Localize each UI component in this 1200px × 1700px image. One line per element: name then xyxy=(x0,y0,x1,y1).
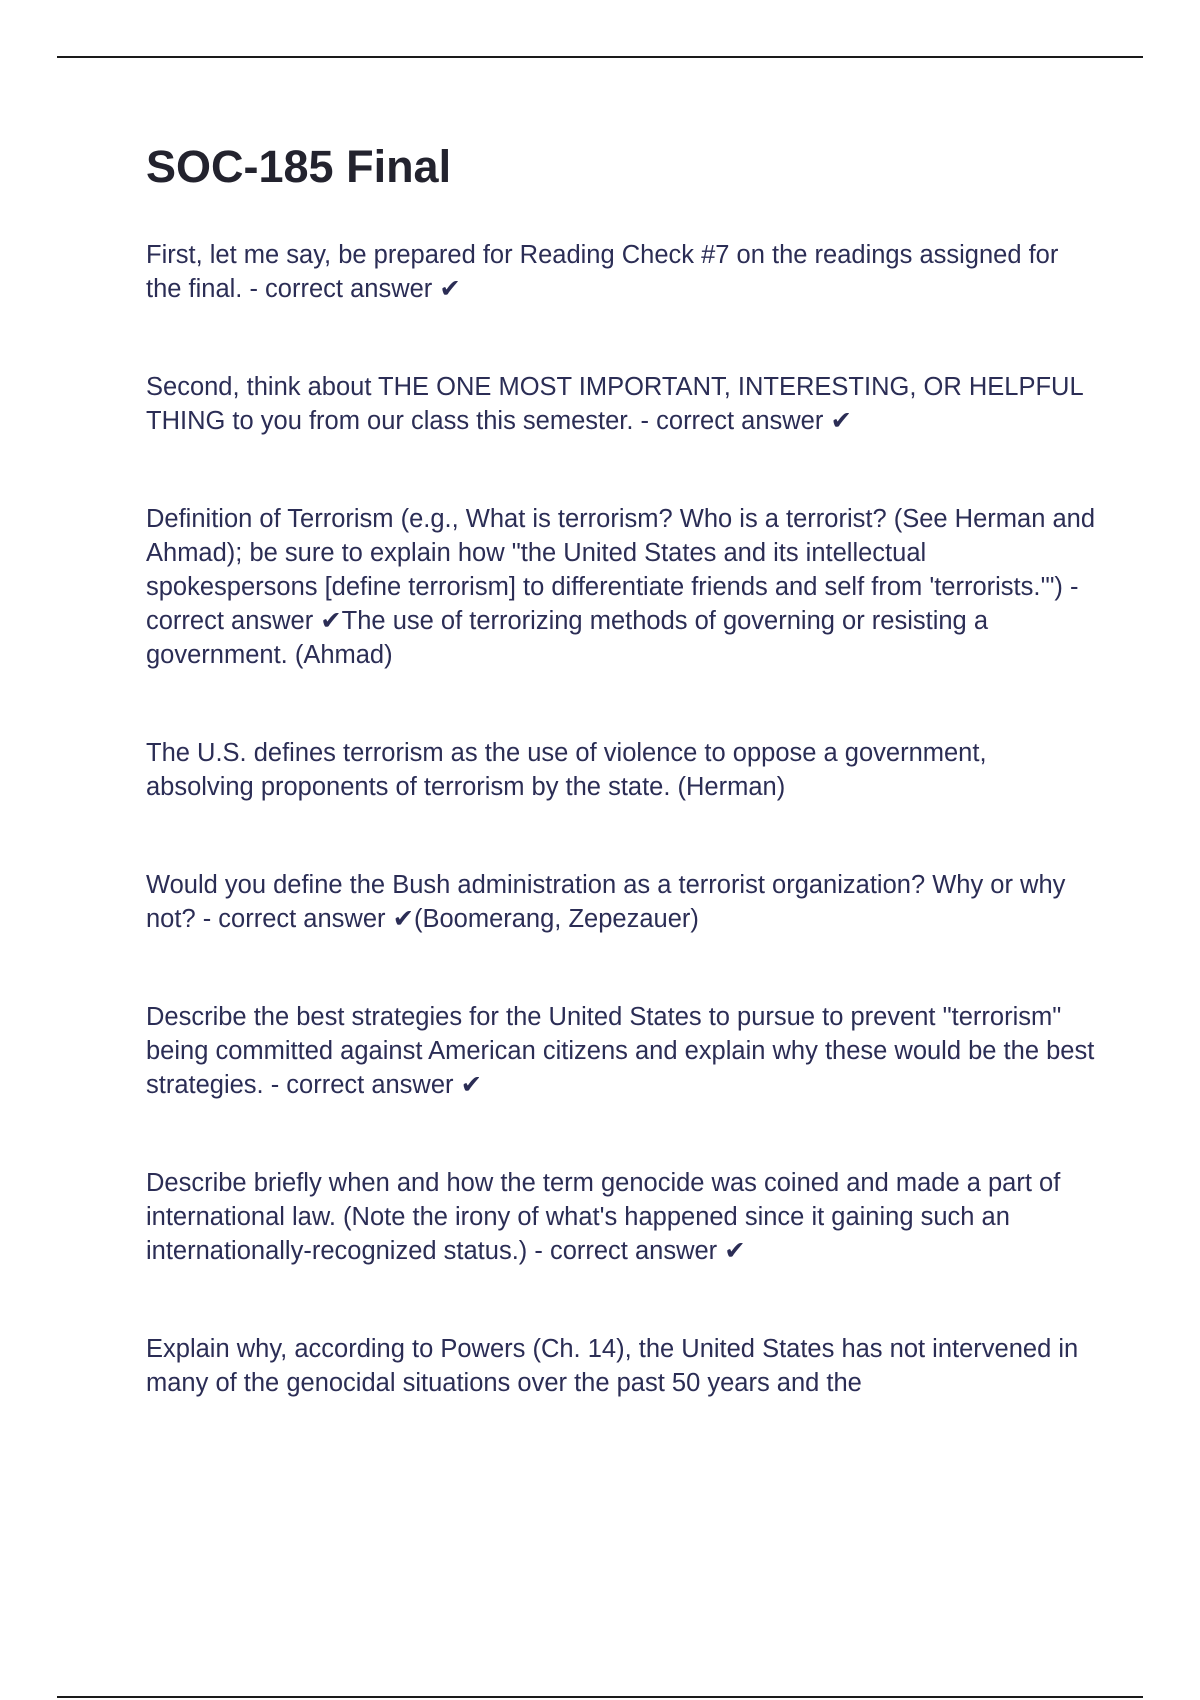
paragraph-important-thing: Second, think about THE ONE MOST IMPORTANT, INTERESTING, OR HELPFUL THING to you from our class this semester. - correct answer ✔ xyxy=(146,373,1083,435)
paragraph-genocide-term: Describe briefly when and how the term genocide was coined and made a part of international law. (Note the irony of what's happened since it gaining such an internationally-recognized status.) - correct answer ✔ xyxy=(146,1169,1061,1265)
document-body xyxy=(146,140,1096,1464)
bottom-rule xyxy=(57,1696,1143,1698)
top-rule xyxy=(57,56,1143,58)
paragraph-powers-intervention: Explain why, according to Powers (Ch. 14), the United States has not intervened in many of the genocidal situations over the past 50 years and the xyxy=(146,1335,1079,1397)
paragraph-definition-terrorism: Definition of Terrorism (e.g., What is terrorism? Who is a terrorist? (See Herman and Ahmad); be sure to explain how "the United States and its intellectual spokespersons [define terrorism] to differentiate friends and self from 'terrorists.'") - correct answer ✔The use of terrorizing methods of governing or resisting a government. (Ahmad) xyxy=(146,505,1096,669)
paragraph-bush-administration: Would you define the Bush administration as a terrorist organization? Why or why not? - correct answer ✔(Boomerang, Zepezauer) xyxy=(146,871,1066,933)
paragraph-us-definition: The U.S. defines terrorism as the use of violence to oppose a government, absolving proponents of terrorism by the state. (Herman) xyxy=(146,739,987,801)
paragraph-prevention-strategies: Describe the best strategies for the United States to pursue to prevent "terrorism" being committed against American citizens and explain why these would be the best strategies. - correct answer ✔ xyxy=(146,1003,1095,1099)
paragraph-reading-check: First, let me say, be prepared for Reading Check #7 on the readings assigned for the final. - correct answer ✔ xyxy=(146,241,1059,303)
page-title: SOC-185 Final xyxy=(146,141,452,192)
